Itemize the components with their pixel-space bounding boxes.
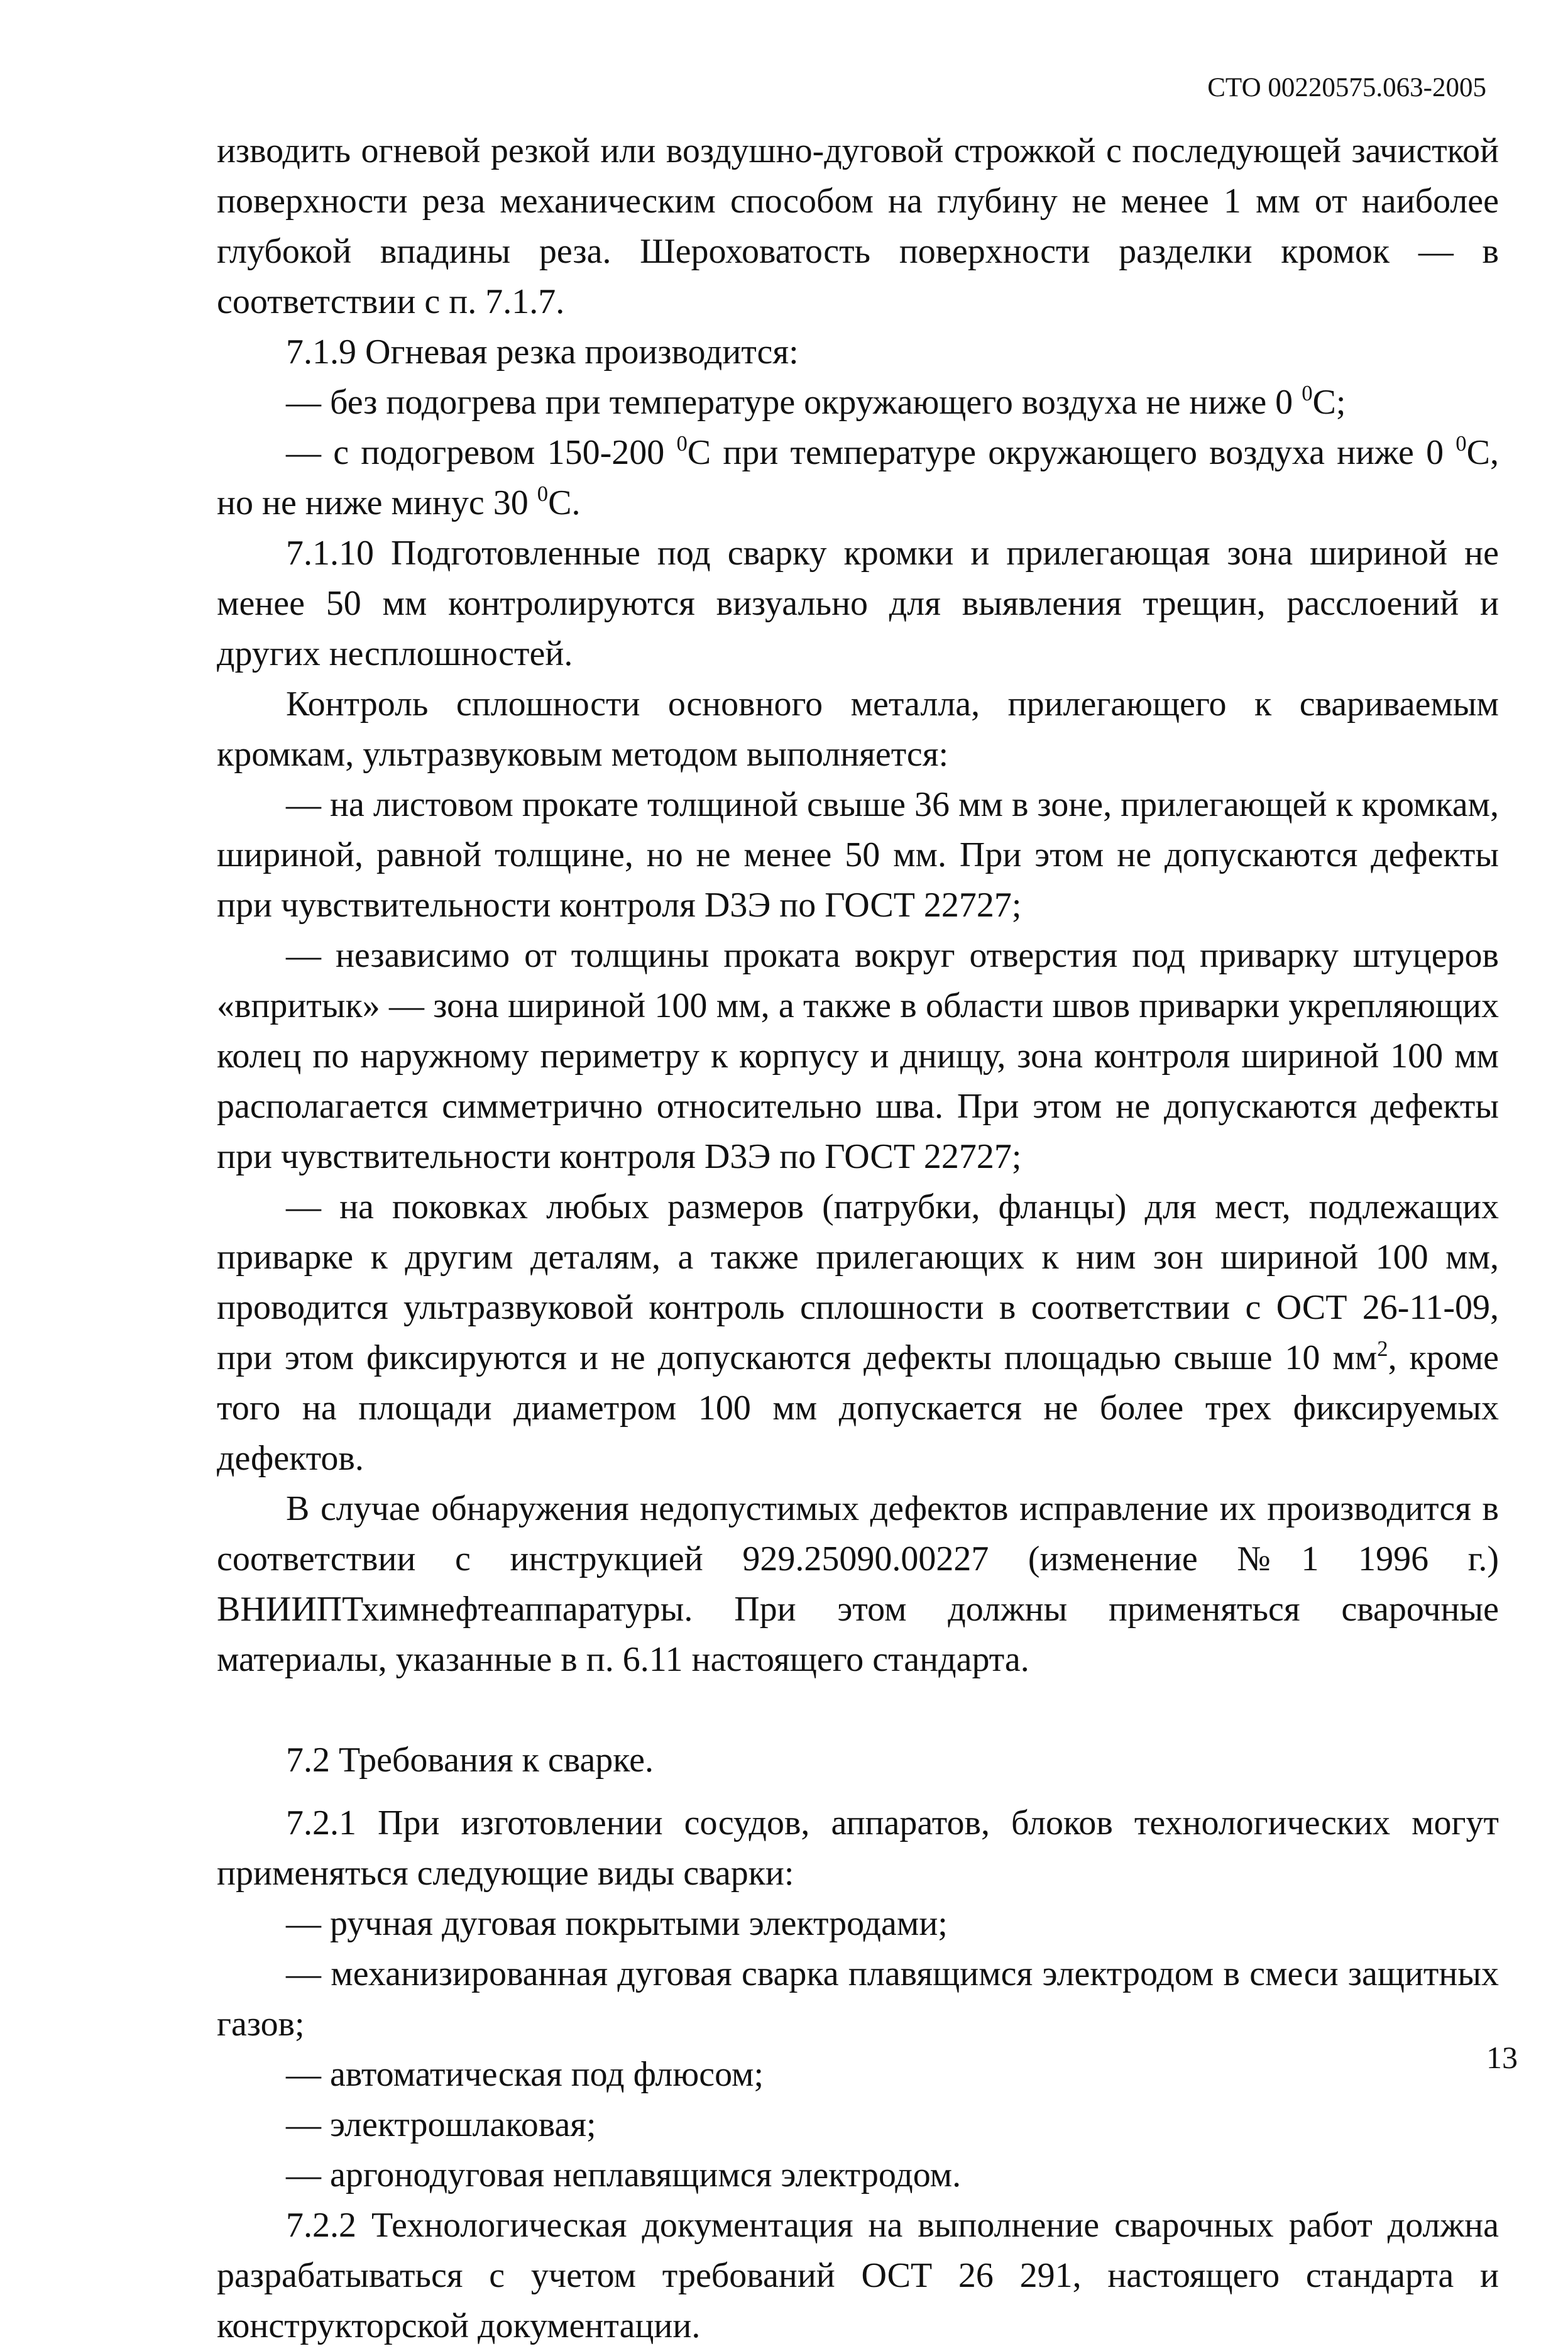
clause-7-2-2: 7.2.2 Технологическая документация на выполнение сварочных работ должна разрабатываться с учетом требований ОСТ 26 291, настоящего стандарта и конструкторской документации. bbox=[217, 2206, 1499, 2345]
paragraph-defect-repair: В случае обнаружения недопустимых дефектов исправление их производится в соответствии с инструкцией 929.25090.00227 (изменение №1 1996 г.) ВНИИПТхимнефтеаппаратуры. При этом должны применяться сварочные материалы, указанные в п. 6.11 настоящего стандарта. bbox=[217, 1489, 1499, 1679]
list-item-with-preheat: — с подогревом 150-200 $^0$С при температуре окружающего воздуха ниже 0 $^0$С, но не ниже минус 30 $^0$С. bbox=[217, 431, 1499, 522]
clause-7-1-10: 7.1.10 Подготовленные под сварку кромки и прилегающая зона шириной не менее 50 мм контролируются визуально для выявления трещин, расслоений и других несплошностей. bbox=[217, 534, 1499, 673]
list-item-no-preheat: — без подогрева при температуре окружающего воздуха не ниже 0 $^0$С; bbox=[286, 381, 1346, 422]
clause-7-2-1: 7.2.1 При изготовлении сосудов, аппаратов, блоков технологических могут применяться следующие виды сварки: bbox=[217, 1803, 1499, 1893]
paragraph-continuation: изводить огневой резкой или воздушно-дуговой строжкой с последующей зачисткой поверхности реза механическим способом на глубину не менее 1 мм от наиболее глубокой впадины реза. Шероховатость поверхности разделки кромок — в соответствии с п. 7.1.7. bbox=[217, 131, 1499, 321]
list-item-electroslag: — электрошлаковая; bbox=[286, 2105, 596, 2144]
clause-7-1-9: 7.1.9 Огневая резка производится: bbox=[286, 333, 799, 372]
page-number: 13 bbox=[1486, 2040, 1518, 2075]
list-item-nozzle-zone: — независимо от толщины проката вокруг отверстия под приварку штуцеров «впритык» — зона шириной 100 мм, а также в области швов приварки укрепляющих колец по наружному периметру к корпусу и днищу, зона контроля шириной 100 мм располагается симметрично относительно шва. При этом не допускаются дефекты при чувствительности контроля D3Э по ГОСТ 22727; bbox=[217, 936, 1499, 1176]
list-item-forgings: — на поковках любых размеров (патрубки, фланцы) для мест, подлежащих приварке к другим деталям, а также прилегающих к ним зон шириной 100 мм, проводится ультразвуковой контроль сплошности в соответствии с ОСТ 26-11-09, при этом фиксируются и не допускаются дефекты площадью свыше 10 $мм^2$, кроме того на площади диаметром 100 мм допускается не более трех фиксируемых дефектов. bbox=[217, 1187, 1499, 1478]
document-code-header: СТО 00220575.063-2005 bbox=[1207, 73, 1486, 102]
paragraph-ultrasonic-control: Контроль сплошности основного металла, прилегающего к свариваемым кромкам, ультразвуковым методом выполняется: bbox=[217, 685, 1499, 774]
list-item-submerged-arc: — автоматическая под флюсом; bbox=[286, 2055, 764, 2094]
document-body bbox=[217, 126, 1499, 2351]
list-item-argon-arc: — аргонодуговая неплавящимся электродом. bbox=[286, 2156, 962, 2194]
list-item-sheet-metal: — на листовом прокате толщиной свыше 36 мм в зоне, прилегающей к кромкам, шириной, равной толщине, но не менее 50 мм. При этом не допускаются дефекты при чувствительности контроля D3Э по ГОСТ 22727; bbox=[217, 785, 1499, 925]
section-heading-7-2: 7.2 Требования к сварке. bbox=[286, 1741, 654, 1780]
list-item-manual-arc: — ручная дуговая покрытыми электродами; bbox=[286, 1904, 948, 1943]
list-item-mechanized-arc: — механизированная дуговая сварка плавящимся электродом в смеси защитных газов; bbox=[217, 1954, 1499, 2044]
